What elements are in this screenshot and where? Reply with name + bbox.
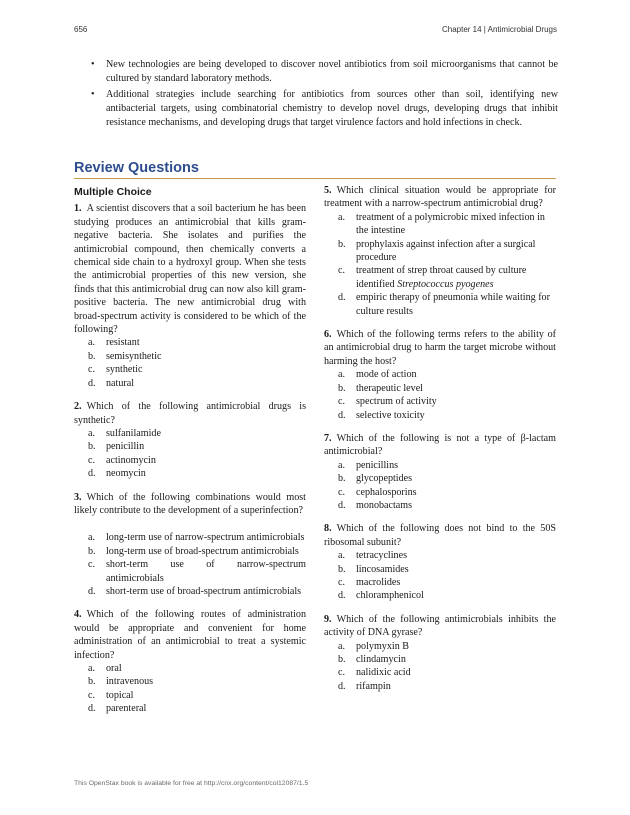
answer-option: [74, 558, 306, 585]
option-letter: a.: [338, 550, 346, 562]
option-text: penicillins: [356, 459, 399, 471]
question-stem: [324, 522, 556, 549]
answer-option: [74, 336, 306, 349]
option-letter: a.: [338, 459, 346, 471]
question-number: 8.: [324, 523, 332, 535]
option-text: synthetic: [106, 364, 143, 376]
question-8: [324, 522, 556, 602]
option-text: short-term use of narrow-spectrum antimicrobials: [106, 559, 306, 584]
option-letter: b.: [88, 545, 96, 557]
option-text: long-term use of narrow-spectrum antimicrobials: [106, 532, 305, 544]
question-stem: [324, 432, 556, 459]
option-letter: d.: [338, 680, 346, 692]
option-letter: a.: [88, 532, 96, 544]
question-5: [324, 184, 556, 318]
question-stem: [324, 184, 556, 211]
option-letter: b.: [338, 382, 346, 394]
chapter-header: Chapter 14 | Antimicrobial Drugs: [441, 25, 557, 34]
option-letter: d.: [88, 377, 96, 389]
question-stem: [324, 328, 556, 368]
question-text: Which of the following combinations would most likely contribute to the development of a superinfection?: [74, 491, 306, 516]
answer-option: [324, 264, 556, 291]
answer-option: [74, 440, 306, 453]
option-text: topical: [106, 689, 134, 701]
answer-option: [324, 680, 556, 693]
question-text: Which of the following does not bind to the 50S ribosomal subunit?: [324, 523, 556, 548]
option-text: short-term use of broad-spectrum antimicrobials: [106, 585, 302, 597]
option-text: polymyxin B: [356, 640, 409, 652]
question-1: [74, 202, 306, 390]
option-letter: d.: [88, 468, 96, 480]
question-3: [74, 491, 306, 599]
question-stem: [74, 400, 306, 427]
answer-options: [74, 531, 306, 598]
question-number: 6.: [324, 329, 332, 341]
option-letter: a.: [88, 427, 96, 439]
option-text: penicillin: [106, 441, 145, 453]
answer-option: [324, 382, 556, 395]
option-text: empiric therapy of pneumonia while waiting for culture results: [356, 292, 550, 317]
answer-options: [74, 662, 306, 716]
option-letter: c.: [88, 559, 96, 571]
option-letter: a.: [338, 211, 346, 223]
question-text: Which of the following antimicrobials inhibits the activity of DNA gyrase?: [324, 613, 556, 639]
answer-option: [324, 589, 556, 602]
option-text: lincosamides: [356, 563, 409, 575]
question-4: [74, 608, 306, 715]
option-text: semisynthetic: [106, 350, 162, 362]
option-text: mode of action: [356, 369, 417, 381]
option-text: spectrum of activity: [356, 396, 437, 408]
question-stem: [324, 613, 556, 640]
option-letter: b.: [338, 238, 346, 250]
answer-option: [324, 666, 556, 679]
option-text: sulfanilamide: [106, 427, 161, 439]
option-letter: b.: [338, 563, 346, 575]
question-number: 9.: [324, 613, 332, 625]
summary-bullet: • New technologies are being developed to discover novel antibiotics from soil microorganisms that cannot be cultured by standard laboratory methods.: [74, 58, 558, 86]
option-letter: d.: [338, 499, 346, 511]
option-text: rifampin: [356, 680, 391, 692]
question-text: Which of the following is not a type of β-lactam antimicrobial?: [324, 432, 556, 458]
question-number: 5.: [324, 185, 332, 196]
left-column: [74, 184, 306, 726]
option-text: neomycin: [106, 468, 146, 480]
option-letter: c.: [338, 576, 346, 588]
subsection-heading: Multiple Choice: [74, 186, 152, 198]
answer-option: [324, 576, 556, 589]
answer-options: [324, 211, 556, 318]
option-text: glycopeptides: [356, 473, 413, 485]
answer-option: [74, 545, 306, 558]
answer-option: [74, 702, 306, 715]
answer-option: [74, 427, 306, 440]
question-number: 7.: [324, 432, 332, 444]
option-letter: d.: [88, 585, 96, 597]
answer-option: [324, 563, 556, 576]
answer-options: [74, 427, 306, 481]
option-italic-text: Streptococcus pyogenes: [397, 278, 494, 290]
option-letter: b.: [338, 473, 346, 485]
answer-options: [324, 459, 556, 513]
option-text: parenteral: [106, 703, 147, 715]
question-7: [324, 432, 556, 512]
answer-option: [324, 653, 556, 666]
option-letter: a.: [338, 369, 346, 381]
answer-option: [324, 368, 556, 381]
option-letter: c.: [88, 364, 96, 376]
answer-option: [324, 499, 556, 512]
option-letter: a.: [88, 663, 96, 674]
question-2: [74, 400, 306, 480]
option-letter: b.: [88, 441, 96, 453]
option-text: macrolides: [356, 576, 401, 588]
question-number: 3.: [74, 491, 82, 503]
question-text: Which of the following routes of administration would be appropriate and convenient for home administration of an antimicrobial to treat a systemic infection?: [74, 609, 306, 661]
option-text: prophylaxis against infection after a surgical procedure: [356, 238, 536, 264]
answer-option: [324, 486, 556, 499]
answer-option: [324, 549, 556, 562]
answer-option: [324, 291, 556, 318]
answer-options: [324, 640, 556, 694]
question-number: 4.: [74, 609, 82, 621]
option-letter: b.: [338, 654, 346, 665]
answer-option: [74, 454, 306, 467]
option-text: intravenous: [106, 676, 154, 688]
option-letter: b.: [88, 350, 96, 362]
answer-option: [324, 472, 556, 485]
question-9: [324, 613, 556, 693]
option-text: resistant: [106, 337, 140, 349]
answer-option: [74, 675, 306, 688]
question-number: 2.: [74, 401, 82, 413]
option-text: chloramphenicol: [356, 590, 424, 602]
answer-option: [324, 211, 556, 238]
answer-options: [74, 336, 306, 390]
option-letter: c.: [88, 454, 96, 466]
option-text: tetracyclines: [356, 550, 408, 562]
answer-option: [74, 662, 306, 675]
right-column: [324, 184, 556, 703]
answer-option: [324, 640, 556, 653]
option-text: clindamycin: [356, 654, 406, 665]
option-text: cephalosporins: [356, 486, 417, 498]
answer-options: [324, 368, 556, 422]
answer-option: [324, 409, 556, 422]
answer-options: [324, 549, 556, 603]
page-number: 656: [74, 25, 88, 34]
option-text: long-term use of broad-spectrum antimicrobials: [106, 545, 299, 557]
option-text: therapeutic level: [356, 382, 423, 394]
option-letter: c.: [338, 265, 346, 277]
section-title: Review Questions: [74, 160, 556, 179]
question-text: Which clinical situation would be appropriate for treatment with a narrow-spectrum antimicrobial drug?: [324, 185, 556, 210]
option-letter: d.: [338, 292, 346, 304]
option-text: oral: [106, 663, 122, 674]
option-text: treatment of a polymicrobic mixed infection in the intestine: [356, 211, 545, 237]
question-number: 1.: [74, 203, 82, 215]
option-letter: d.: [338, 409, 346, 421]
option-letter: c.: [338, 396, 346, 408]
question-stem: [74, 202, 306, 336]
option-letter: a.: [88, 337, 96, 349]
question-text: Which of the following antimicrobial drugs is synthetic?: [74, 401, 306, 426]
answer-option: [74, 467, 306, 480]
option-text: monobactams: [356, 499, 413, 511]
answer-option: [74, 531, 306, 544]
option-text: nalidixic acid: [356, 667, 411, 679]
option-letter: d.: [338, 590, 346, 602]
answer-option: [324, 459, 556, 472]
answer-option: [324, 238, 556, 265]
question-stem: [74, 608, 306, 662]
option-text: actinomycin: [106, 454, 156, 466]
option-letter: a.: [338, 640, 346, 652]
question-text: A scientist discovers that a soil bacterium he has been studying produces an antimicrobial that kills gram-negative bacteria. She isolates and purifies the antimicrobial compound, then chemically converts a chemical side chain to a hydroxyl group. When she tests the antimicrobial properties of this new version, she finds that this antimicrobial drug can now also kill gram-positive bacteria. The new antimicrobial drug with broad-spectrum activity is considered to be which of the following?: [74, 203, 306, 336]
answer-option: [324, 395, 556, 408]
option-text: selective toxicity: [356, 409, 425, 421]
option-letter: c.: [88, 689, 96, 701]
question-stem: [74, 491, 306, 518]
option-text: treatment of strep throat caused by culture identified: [356, 265, 527, 290]
summary-bullet: • Additional strategies include searching for antibiotics from sources other than soil, identifying new antibacterial targets, using combinatorial chemistry to develop novel drugs, developing drugs that inhibit resistance mechanisms, and developing drugs that target virulence factors and hold infections in check.: [74, 88, 558, 130]
answer-option: [74, 363, 306, 376]
option-letter: c.: [338, 667, 346, 679]
answer-option: [74, 350, 306, 363]
option-letter: d.: [88, 703, 96, 715]
option-text: natural: [106, 377, 135, 389]
answer-option: [74, 585, 306, 598]
footer-note: This OpenStax book is available for free at http://cnx.org/content/col12087/1.5: [74, 780, 309, 787]
option-letter: c.: [338, 486, 346, 498]
question-6: [324, 328, 556, 422]
summary-bullet-list: [74, 58, 558, 132]
question-text: Which of the following terms refers to the ability of an antimicrobial drug to harm the target microbe without harming the host?: [324, 329, 556, 367]
option-letter: b.: [88, 676, 96, 688]
answer-option: [74, 689, 306, 702]
answer-option: [74, 377, 306, 390]
